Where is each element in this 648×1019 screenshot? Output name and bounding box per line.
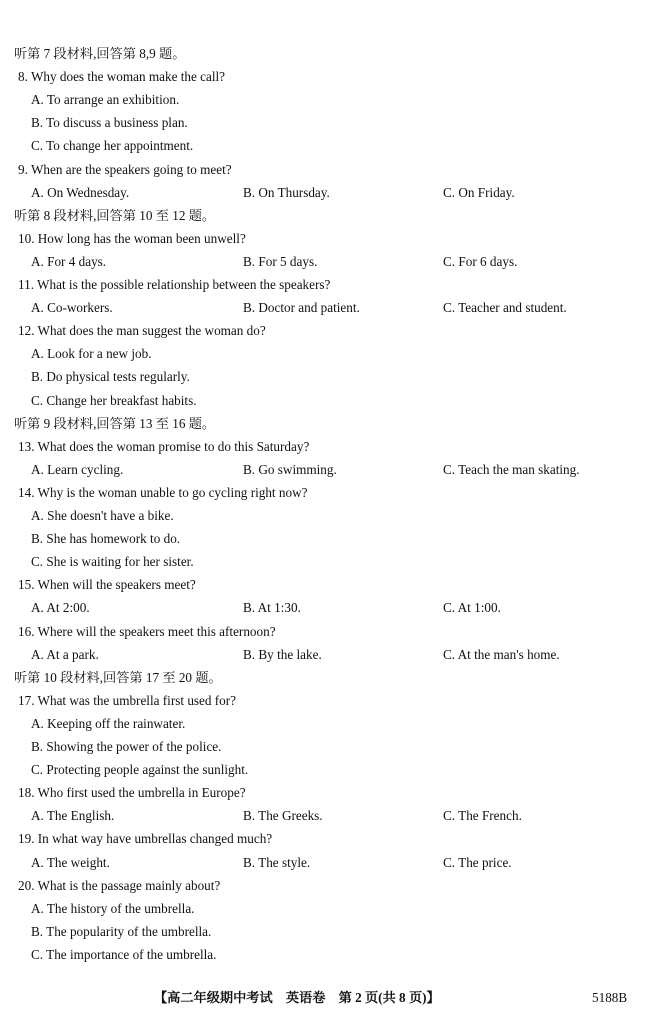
answer-option: B. Go swimming. [243,461,337,477]
answer-option-line [0,714,648,734]
answer-option: A. The weight. [31,854,110,870]
answer-option-line [0,552,648,572]
option-row [0,252,648,272]
answer-option: B. Do physical tests regularly. [31,369,190,385]
answer-option: A. Keeping off the rainwater. [31,715,186,731]
answer-option-line [0,737,648,757]
question-stem: 12. What does the man suggest the woman do? [18,323,266,339]
question-stem: 17. What was the umbrella first used for? [18,692,237,708]
answer-option: A. She doesn't have a bike. [31,508,174,523]
question-stem: 16. Where will the speakers meet this afternoon? [18,623,276,639]
answer-option-line [0,391,648,411]
question-stem: 8. Why does the woman make the call? [18,69,226,85]
answer-option: A. Learn cycling. [31,461,124,477]
answer-option: C. At 1:00. [443,600,501,616]
answer-option: A. At 2:00. [31,600,90,616]
answer-option: C. She is waiting for her sister. [31,554,194,570]
answer-option: B. By the lake. [243,646,322,662]
answer-option: A. Look for a new job. [31,346,152,362]
answer-option: B. For 5 days. [243,253,318,269]
option-row [0,298,648,318]
answer-option-line [0,529,648,549]
footer-title: 【高二年级期中考试 英语卷 第 2 页(共 8 页)】 [154,990,440,1005]
question-stem: 10. How long has the woman been unwell? [18,230,246,246]
answer-option: B. The style. [243,854,311,870]
question-stem: 14. Why is the woman unable to go cycling right now? [18,484,308,500]
answer-option: B. To discuss a business plan. [31,115,188,131]
answer-option: C. On Friday. [443,184,515,200]
answer-option: C. Teach the man skating. [443,461,580,477]
option-row [0,598,648,618]
answer-option: C. The French. [443,808,522,824]
answer-option: C. The price. [443,854,512,870]
answer-option: C. The importance of the umbrella. [31,946,217,962]
option-row [0,806,648,826]
answer-option: A. The history of the umbrella. [31,900,195,916]
answer-option: B. She has homework to do. [31,531,181,547]
paper-code: 5188B [592,990,628,1005]
option-row [0,853,648,873]
answer-option-line [0,922,648,942]
section-instruction: 听第 7 段材料,回答第 8,9 题。 [14,46,186,61]
section-instruction: 听第 10 段材料,回答第 17 至 20 题。 [14,669,222,685]
section-instruction: 听第 8 段材料,回答第 10 至 12 题。 [14,207,216,223]
answer-option: B. Showing the power of the police. [31,739,222,754]
answer-option: C. To change her appointment. [31,138,194,154]
answer-option: A. On Wednesday. [31,184,130,200]
answer-option: B. At 1:30. [243,600,301,616]
answer-option: B. The Greeks. [243,808,323,824]
question-stem: 20. What is the passage mainly about? [18,877,221,893]
answer-option: A. Co-workers. [31,300,113,316]
answer-option: C. Protecting people against the sunlight. [31,762,249,778]
answer-option-line [0,760,648,780]
question-stem: 15. When will the speakers meet? [18,577,196,593]
answer-option: C. Teacher and student. [443,300,567,316]
answer-option-line [0,136,648,156]
answer-option-line [0,113,648,133]
answer-option-line [0,506,648,526]
question-stem: 9. When are the speakers going to meet? [18,161,232,177]
answer-option: B. On Thursday. [243,184,330,200]
answer-option: A. The English. [31,808,115,824]
question-stem: 11. What is the possible relationship between the speakers? [18,277,331,292]
answer-option: C. At the man's home. [443,646,560,662]
question-stem: 18. Who first used the umbrella in Europe? [18,785,246,801]
section-instruction: 听第 9 段材料,回答第 13 至 16 题。 [14,415,216,431]
answer-option-line [0,899,648,919]
option-row [0,645,648,665]
answer-option-line [0,367,648,387]
option-row [0,183,648,203]
answer-option: C. For 6 days. [443,253,518,269]
answer-option: A. For 4 days. [31,253,107,269]
answer-option-line [0,90,648,110]
question-stem: 19. In what way have umbrellas changed much? [18,831,273,847]
answer-option: A. To arrange an exhibition. [31,92,180,108]
answer-option: A. At a park. [31,646,99,662]
question-stem: 13. What does the woman promise to do this Saturday? [18,438,310,454]
answer-option-line [0,344,648,364]
option-row [0,460,648,480]
page-footer [0,988,648,1008]
answer-option-line [0,945,648,965]
answer-option: B. The popularity of the umbrella. [31,923,212,939]
answer-option: C. Change her breakfast habits. [31,392,197,408]
answer-option: B. Doctor and patient. [243,300,360,316]
